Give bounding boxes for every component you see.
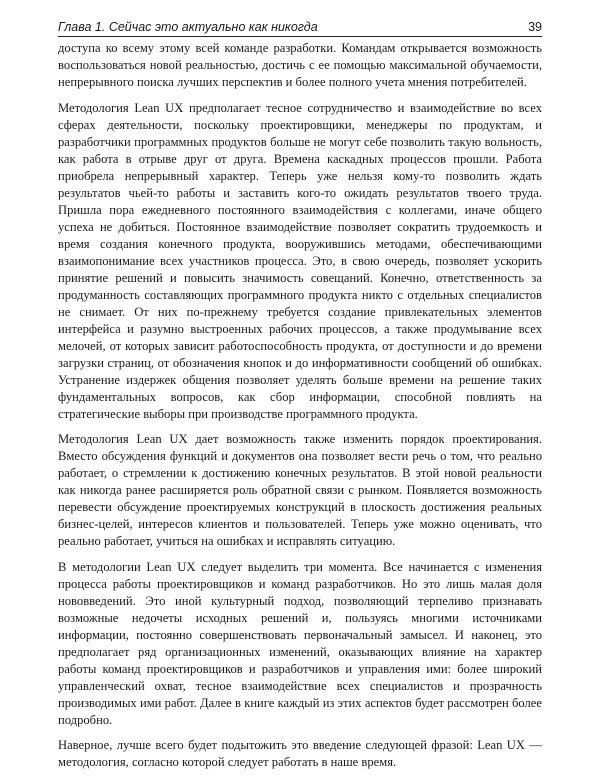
paragraph-2: Методология Lean UX предполагает тесное сотрудничество и взаимодействие во всех сферах деятельности, поскольку проектировщики, менеджеры по продуктам, и разработчики программных продуктов больше не могут себе позволить такую вольность, как работа в отрыве друг от друга. Времена каскадных процессов прошли. Работа приобрела непрерывный характер. Теперь уже нельзя кому-то позволить ждать результатов чьей-то работы и заставить кого-то ожидать результатов твоего труда. Пришла пора ежедневного постоянного взаимодействия с коллегами, иначе общего успеха не добиться. Постоянное взаимодействие позволяет сократить трудоемкость и время создания конечного продукта, вооружившись методами, обеспечивающими взаимопонимание всех участников процесса. Это, в свою очередь, позволяет ускорить принятие решений и повысить значимость совещаний. Конечно, ответственность за продуманность составляющих программного продукта никто с отдельных специалистов не снимает. От них по-прежнему требуется создание привлекательных элементов интерфейса и разумно выстроенных рабочих процессов, а также продумывание всех мелочей, от которых зависит работоспособность продукта, от доступности и до времени загрузки страниц, от обозначения кнопок и до информативности сообщений об ошибках. Устранение издержек общения позволяет уделять больше времени на решение таких фундаментальных вопросов, как сбор информации, способной повлиять на стратегические выборы при производстве программного продукта.	[58, 100, 542, 421]
body-text	[58, 40, 542, 780]
running-header	[58, 10, 542, 37]
paragraph-1: доступа ко всему этому всей команде разработки. Командам открывается возможность воспользоваться новой реальностью, достичь с ее помощью максимальной обучаемости, непрерывного поиска лучших перспектив и более полного учета мнения потребителей.	[58, 41, 542, 89]
chapter-title: Глава 1. Сейчас это актуально как никогда	[58, 20, 318, 34]
paragraph-4: В методологии Lean UX следует выделить три момента. Все начинается с изменения процесса работы проектировщиков и команд разработчиков. Но это лишь малая доля нововведений. Это иной культурный подход, позволяющий терпеливо признавать возможные недочеты исходных решений и, пользуясь многими источниками информации, постоянно совершенствовать первоначальный замысел. И наконец, это предполагает ряд организационных изменений, оказывающих влияние на характер работы команд проектировщиков и разработчиков и управления ими: более широкий управленческий охват, тесное взаимодействие всех специалистов и прозрачность производимых ими работ. Далее в книге каждый из этих аспектов будет рассмотрен более подробно.	[58, 559, 542, 727]
paragraph-5: Наверное, лучше всего будет подытожить это введение следующей фразой: Lean UX — методология, согласно которой следует работать в наше время.	[58, 738, 542, 769]
paragraph-3: Методология Lean UX дает возможность также изменить порядок проектирования. Вместо обсуждения функций и документов она позволяет вести речь о том, что реально работает, о стремлении к достижению конечных результатов. В этой новой реальности как никогда ранее расширяется роль обратной связи с рынком. Появляется возможность перевести обсуждение проектируемых конструкций в плоскость достижения реальных бизнес-целей, интересов клиентов и пользователей. Теперь уже можно оценивать, что реально работает, учиться на ошибках и исправлять ситуацию.	[58, 432, 542, 548]
page-number: 39	[528, 20, 542, 34]
